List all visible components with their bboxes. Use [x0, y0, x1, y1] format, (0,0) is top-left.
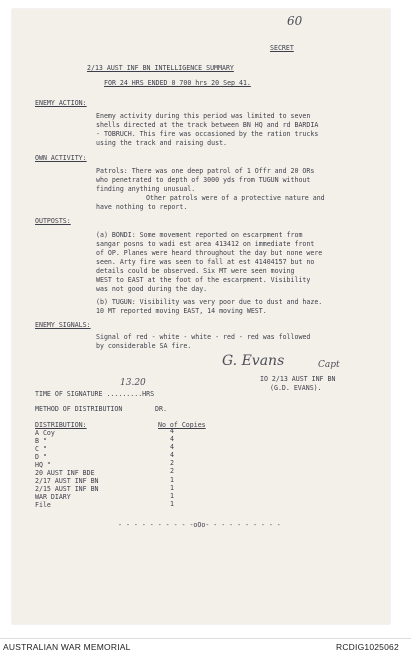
- method-value: DR.: [155, 405, 167, 413]
- enemy-action-heading: ENEMY ACTION:: [35, 99, 87, 107]
- tugun-line: (b) TUGUN: Visibility was very poor due to dust and haze.: [96, 298, 323, 306]
- own-activity-line: finding anything unusual.: [96, 185, 196, 193]
- bondi-line: WEST to EAST at the foot of the escarpment. Visibility: [96, 276, 311, 284]
- bondi-line: of OP. Planes were heard throughout the day but none were: [96, 249, 323, 257]
- distribution-copies: 1: [170, 484, 174, 492]
- distribution-copies: 4: [170, 435, 174, 443]
- own-activity-line: have nothing to report.: [96, 203, 188, 211]
- own-activity-line: Patrols: There was one deep patrol of 1 Offr and 20 ORs: [96, 167, 315, 175]
- document-title: 2/13 AUST INF BN INTELLIGENCE SUMMARY: [87, 64, 234, 72]
- distribution-copies: 4: [170, 427, 174, 435]
- own-activity-line: Other patrols were of a protective nature and: [146, 194, 325, 202]
- distribution-copies: 4: [170, 451, 174, 459]
- footer-record-id: RCDIG1025062: [336, 642, 399, 652]
- own-activity-heading: OWN ACTIVITY:: [35, 154, 87, 162]
- enemy-signals-line: Signal of red - white - white - red - red was followed: [96, 333, 311, 341]
- bondi-line: details could be observed. Six MT were seen moving: [96, 267, 295, 275]
- enemy-action-line: Enemy activity during this period was limited to seven: [96, 112, 311, 120]
- signature: G. Evans: [222, 353, 285, 369]
- distribution-unit: A Coy: [35, 429, 55, 437]
- distribution-copies: 2: [170, 467, 174, 475]
- distribution-unit: C ": [35, 445, 47, 453]
- own-activity-line: who penetrated to depth of 3000 yds from TUGUN without: [96, 176, 311, 184]
- bondi-line: was not good during the day.: [96, 285, 208, 293]
- enemy-action-line: - TOBRUCH. This fire was occasioned by the ration trucks: [96, 130, 319, 138]
- enemy-action-line: shells directed at the track between BN HQ and rd BARDIA: [96, 121, 319, 129]
- signature-line: (G.D. EVANS).: [270, 384, 322, 392]
- end-mark: - - - - - - - - - -oOo- - - - - - - - - -: [118, 521, 281, 529]
- distribution-copies: 1: [170, 492, 174, 500]
- tugun-line: 10 MT reported moving EAST, 14 moving WEST.: [96, 307, 267, 315]
- outposts-heading: OUTPOSTS:: [35, 217, 71, 225]
- distribution-copies: 2: [170, 459, 174, 467]
- distribution-unit: D ": [35, 453, 47, 461]
- signature-time: 13.20: [120, 378, 146, 388]
- document-subtitle: FOR 24 HRS ENDED 0 700 hrs 20 Sep 41.: [104, 79, 251, 87]
- classification-label: SECRET: [270, 44, 294, 52]
- enemy-signals-line: by considerable SA fire.: [96, 342, 192, 350]
- signature-line: IO 2/13 AUST INF BN: [260, 375, 336, 383]
- distribution-unit: 2/15 AUST INF BN: [35, 485, 99, 493]
- footer-source: AUSTRALIAN WAR MEMORIAL: [3, 642, 131, 652]
- bondi-line: sangar posns to wadi est area 413412 on immediate front: [96, 240, 315, 248]
- time-of-signature-label: TIME OF SIGNATURE .........HRS: [35, 390, 155, 398]
- bondi-line: (a) BONDI: Some movement reported on escarpment from: [96, 231, 303, 239]
- distribution-unit: WAR DIARY: [35, 493, 71, 501]
- distribution-copies: 1: [170, 476, 174, 484]
- distribution-unit: HQ ": [35, 461, 51, 469]
- copies-heading: No of Copies: [158, 421, 206, 429]
- enemy-signals-heading: ENEMY SIGNALS:: [35, 321, 91, 329]
- signature-rank: Capt: [318, 360, 340, 370]
- page-number: 60: [287, 14, 303, 28]
- distribution-unit: File: [35, 501, 51, 509]
- bondi-line: seen. Arty fire was seen to fall at est 41404157 but no: [96, 258, 315, 266]
- distribution-copies: 1: [170, 500, 174, 508]
- distribution-copies: 4: [170, 443, 174, 451]
- distribution-heading: DISTRIBUTION:: [35, 421, 87, 429]
- method-label: METHOD OF DISTRIBUTION: [35, 405, 123, 413]
- distribution-unit: 2/17 AUST INF BN: [35, 477, 99, 485]
- distribution-unit: 20 AUST INF BDE: [35, 469, 95, 477]
- enemy-action-line: using the track and raising dust.: [96, 139, 228, 147]
- distribution-unit: B ": [35, 437, 47, 445]
